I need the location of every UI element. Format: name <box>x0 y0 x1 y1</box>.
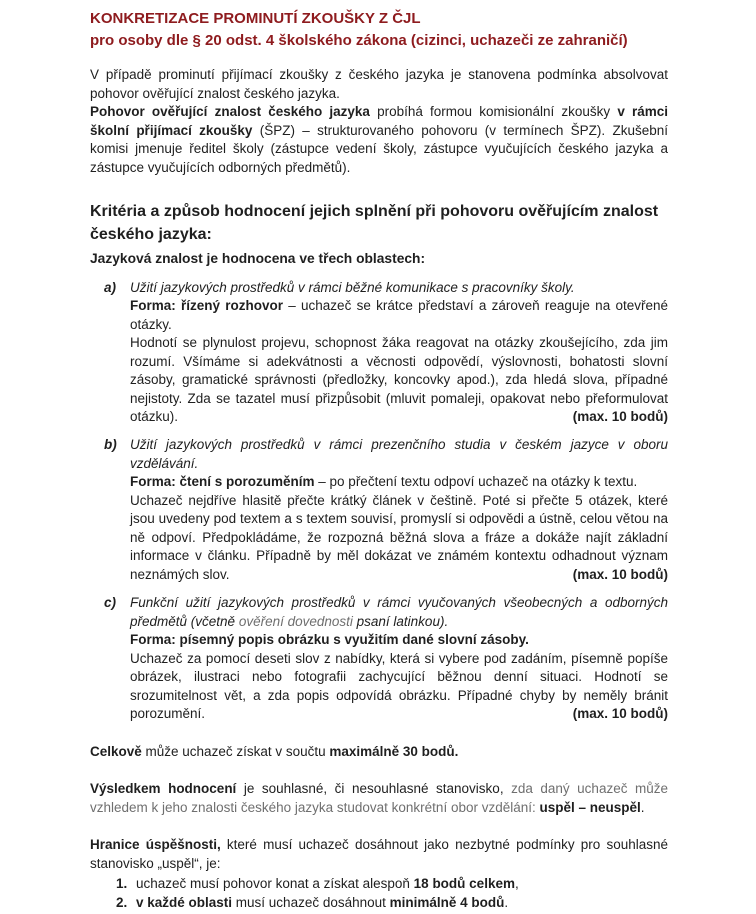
intro-section <box>90 66 668 177</box>
condition-1-text: uchazeč musí pohovor konat a získat alespoň 18 bodů celkem, <box>136 876 519 892</box>
item-b-lead: Užití jazykových prostředků v rámci prezenčního studia v českém jazyce v oboru vzdělávání. <box>130 437 668 471</box>
item-b-forma: Forma: čtení s porozuměním – po přečtení textu odpoví uchazeč na otázky k textu. <box>130 474 638 490</box>
item-c-body-text: Uchazeč za pomocí deseti slov z nabídky, která si vybere pod zadáním, písemně popíše obrázek, ilustraci nebo fotografii zachycující běžnou denní situaci. Hodnotí se srozumitelnost vět, a zda popis odpovídá obrázku. Případné chyby by neměly bránit porozumění. <box>130 650 668 722</box>
condition-item-2 <box>90 894 668 912</box>
item-b-marker: b) <box>104 437 117 453</box>
item-a-max-points-label: (max. 10 bodů) <box>572 409 668 424</box>
condition-1-number: 1. <box>116 876 128 892</box>
condition-2-text: v každé oblasti musí uchazeč dosáhnout minimálně 4 bodů. <box>136 894 509 910</box>
item-c-lead: Funkční užití jazykových prostředků v rámci vyučovaných všeobecných a odborných předmětů (včetně ověření dovednosti psaní latinkou). <box>130 595 668 629</box>
criteria-heading: Kritéria a způsob hodnocení jejich splnění při pohovoru ověřujícím znalost českého jazyka: <box>90 203 659 243</box>
success-threshold-paragraph: Hranice úspěšnosti, které musí uchazeč dosáhnout jako nezbytné podmínky pro souhlasné stanovisko „uspěl“, je: <box>90 837 668 871</box>
item-b-max-points-label: (max. 10 bodů) <box>572 566 668 582</box>
document-subtitle: pro osoby dle § 20 odst. 4 školského zákona (cizinci, uchazeči ze zahraničí) <box>90 32 628 50</box>
item-a-body-text: Hodnotí se plynulost projevu, schopnost žáka reagovat na otázky zkoušejícího, zda jim rozumí. Všímáme si adekvátnosti a věcnosti odpovědí, výslovnosti, bohatosti slovní zásoby, gramatické správnosti (předložky, koncovky apod.), zda hledá slova, případné nejistoty. Zda se tazatel musí přizpůsobit (mluvit pomaleji, opakovat nebo přeformulovat otázku). <box>130 335 668 424</box>
item-c-body <box>130 650 668 724</box>
summary-result-paragraph: Výsledkem hodnocení je souhlasné, či nesouhlasné stanovisko, zda daný uchazeč může vzhledem k jeho znalosti českého jazyka studovat konkrétní obor vzdělání: uspěl – neuspěl. <box>90 781 668 815</box>
condition-item-1 <box>90 875 668 893</box>
conditions-list <box>90 875 668 912</box>
item-a-lead: Užití jazykových prostředků v rámci běžné komunikace s pracovníky školy. <box>130 279 575 295</box>
summary-total-paragraph: Celkově může uchazeč získat v součtu maximálně 30 bodů. <box>90 743 459 759</box>
document-title: KONKRETIZACE PROMINUTÍ ZKOUŠKY Z ČJL <box>90 10 421 27</box>
item-a-forma: Forma: řízený rozhovor – uchazeč se krátce představí a zároveň reaguje na otevřené otázky. <box>130 298 668 332</box>
item-b-body-text: Uchazeč nejdříve hlasitě přečte krátký článek v češtině. Poté si přečte 5 otázek, které jsou uvedeny pod textem a s textem souvisí, promyslí si odpovědi a ústně, celou větou na ně odpoví. Předpokládáme, že rozpozná běžná slova a fráze a dokáže najít základní informace v článku. Případně by měl dokázat ve známém kontextu odhadnout význam neznámých slov. <box>130 492 668 582</box>
criteria-item-a <box>90 279 668 427</box>
criteria-item-c <box>90 594 668 723</box>
item-a-marker: a) <box>104 279 117 295</box>
condition-2-number: 2. <box>116 894 128 910</box>
intro-paragraph-2: Pohovor ověřující znalost českého jazyka probíhá formou komisionální zkoušky v rámci školní přijímací zkoušky (ŠPZ) – strukturovaného pohovoru (v termínech ŠPZ). Zkušební komisi jmenuje ředitel školy (zástupce vedení školy, zástupce vyučujících českého jazyka a zástupce vyučujících odborných předmětů). <box>90 104 668 175</box>
item-c-max-points-label: (max. 10 bodů) <box>572 706 668 722</box>
item-b-body <box>130 492 668 584</box>
intro-paragraph-1: V případě prominutí přijímací zkoušky z českého jazyka je stanovena podmínka absolvovat pohovor ověřující znalost českého jazyka. <box>90 67 668 101</box>
item-c-marker: c) <box>104 595 117 611</box>
item-c-forma: Forma: písemný popis obrázku s využitím dané slovní zásoby. <box>130 632 529 648</box>
document-header <box>90 8 668 52</box>
criteria-item-b <box>90 436 668 584</box>
item-a-body <box>130 334 668 426</box>
criteria-subheading: Jazyková znalost je hodnocena ve třech oblastech: <box>90 250 426 266</box>
